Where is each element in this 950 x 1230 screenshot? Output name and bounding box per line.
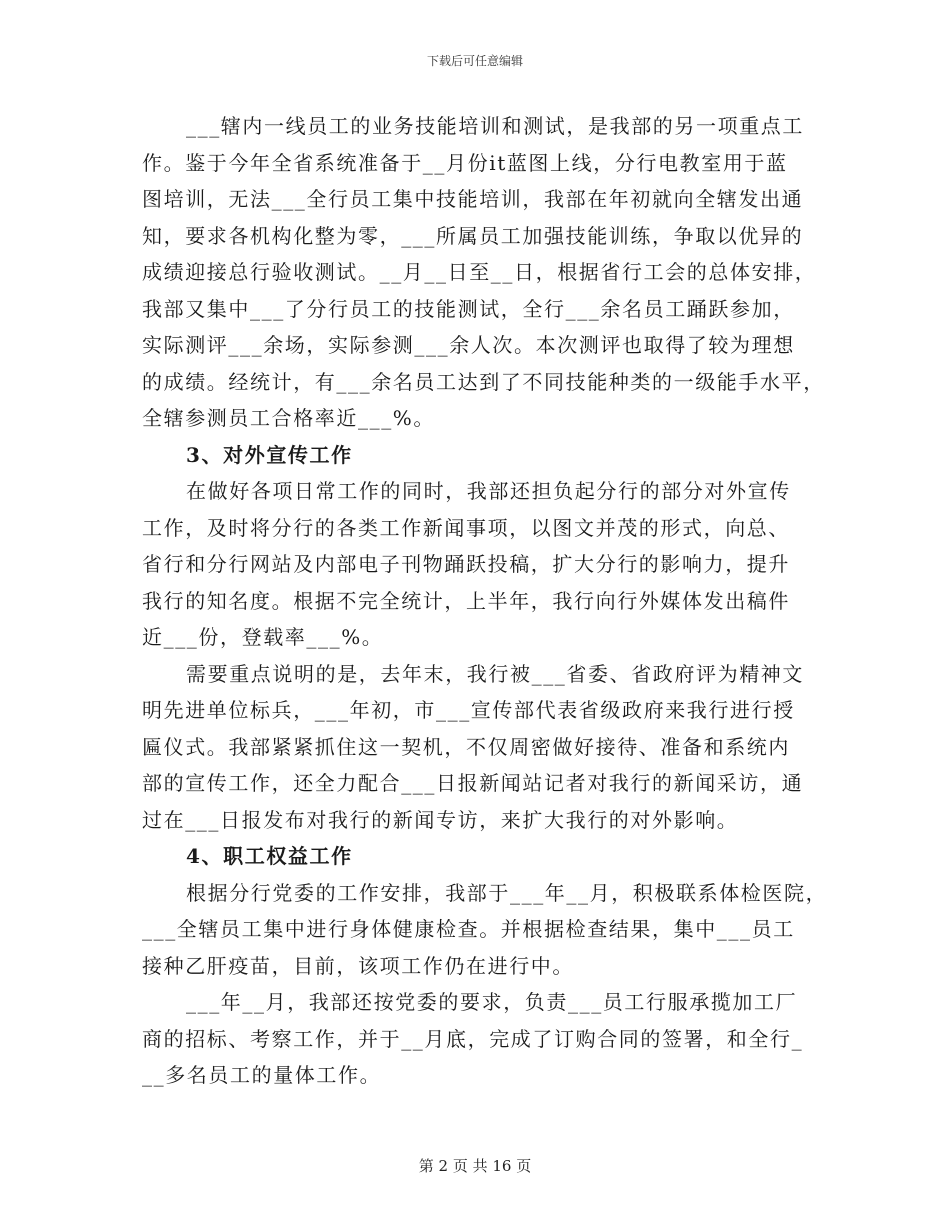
text-line: 的成绩。经统计，有___余名员工达到了不同技能种类的一级能手水平， bbox=[142, 369, 825, 394]
text-line: 需要重点说明的是，去年末，我行被___省委、省政府评为精神文 bbox=[186, 661, 804, 686]
text-line: 工作，及时将分行的各类工作新闻事项，以图文并茂的形式，向总、 bbox=[142, 515, 790, 540]
section-heading: 3、对外宣传工作 bbox=[186, 442, 353, 467]
text-line: 在做好各项日常工作的同时，我部还担负起分行的部分对外宣传 bbox=[186, 479, 791, 503]
text-line: 知，要求各机构化整为零，___所属员工加强技能训练，争取以优异的 bbox=[142, 223, 804, 248]
text-line: 近___份，登载率___%。 bbox=[142, 625, 384, 649]
text-line: 接种乙肝疫苗，目前，该项工作仍在进行中。 bbox=[142, 953, 574, 978]
text-line: 成绩迎接总行验收测试。__月__日至__日，根据省行工会的总体安排， bbox=[142, 260, 817, 284]
section-heading: 4、职工权益工作 bbox=[186, 844, 353, 868]
text-line: 作。鉴于今年全省系统准备于__月份it蓝图上线，分行电教室用于蓝 bbox=[142, 150, 788, 175]
text-line: __多名员工的量体工作。 bbox=[142, 1063, 382, 1087]
document-body bbox=[142, 108, 828, 1094]
text-line: ___辖内一线员工的业务技能培训和测试，是我部的另一项重点工 bbox=[186, 114, 804, 138]
text-line: 全辖参测员工合格率近___%。 bbox=[142, 406, 436, 430]
text-line: 图培训，无法___全行员工集中技能培训，我部在年初就向全辖发出通 bbox=[142, 187, 804, 211]
text-line: 明先进单位标兵，___年初，市___宣传部代表省级政府来我行进行授 bbox=[142, 698, 795, 722]
text-line: ___年__月，我部还按党委的要求，负责___员工行服承揽加工厂 bbox=[186, 990, 798, 1014]
text-line: 部的宣传工作，还全力配合___日报新闻站记者对我行的新闻采访，通 bbox=[142, 771, 804, 795]
page-footer: 第 2 页 共 16 页 bbox=[418, 1157, 532, 1175]
text-line: 商的招标、考察工作，并于__月底，完成了订购合同的签署，和全行_ bbox=[142, 1026, 804, 1051]
page-header: 下载后可任意编辑 bbox=[426, 54, 523, 68]
text-line: 实际测评___余场，实际参测___余人次。本次测评也取得了较为理想 bbox=[142, 333, 795, 357]
text-line: 省行和分行网站及内部电子刊物踊跃投稿，扩大分行的影响力，提升 bbox=[142, 552, 790, 576]
text-line: 我行的知名度。根据不完全统计，上半年，我行向行外媒体发出稿件 bbox=[142, 588, 790, 613]
text-line: 匾仪式。我部紧紧抓住这一契机，不仅周密做好接待、准备和系统内 bbox=[142, 734, 790, 759]
text-line: 我部又集中___了分行员工的技能测试，全行___余名员工踊跃参加， bbox=[142, 296, 795, 321]
text-line: 根据分行党委的工作安排，我部于___年__月，积极联系体检医院， bbox=[186, 880, 828, 905]
text-line: ___全辖员工集中进行身体健康检查。并根据检查结果，集中___员工 bbox=[142, 917, 795, 941]
text-line: 过在___日报发布对我行的新闻专访，来扩大我行的对外影响。 bbox=[142, 807, 739, 832]
